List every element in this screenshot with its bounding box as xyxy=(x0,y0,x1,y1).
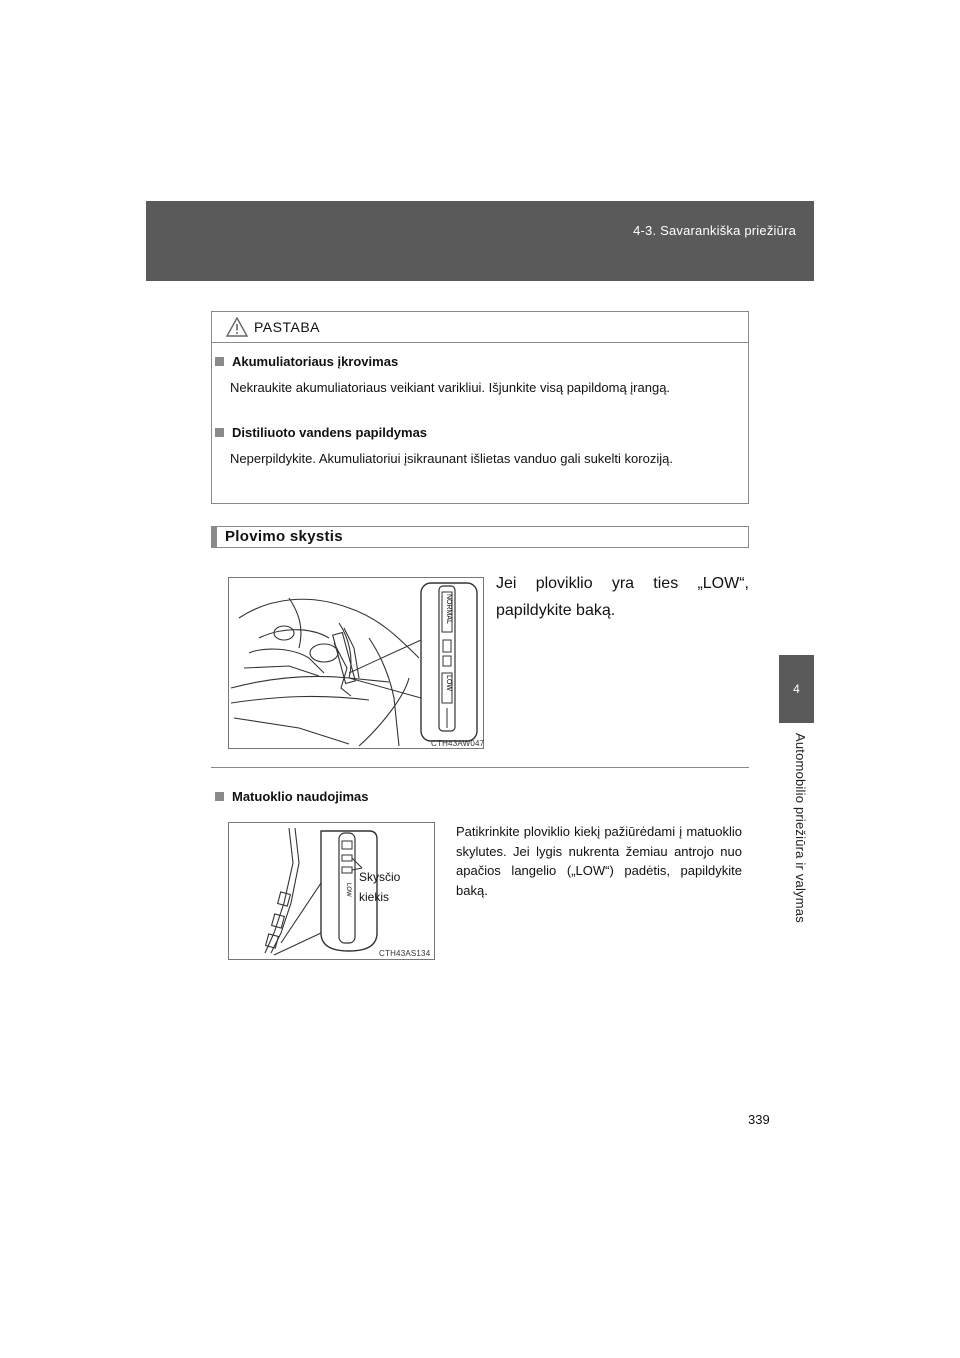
section-heading: Plovimo skystis xyxy=(211,526,749,548)
notice-title: PASTABA xyxy=(254,319,321,335)
section-text: Jei ploviklio yra ties „LOW“, papildykite baką. xyxy=(496,575,749,619)
bullet-square-icon xyxy=(215,792,224,801)
dipstick-label-normal: NORMAL xyxy=(445,594,452,624)
bullet-square-icon xyxy=(215,357,224,366)
dipstick-label-low: LOW xyxy=(445,675,452,691)
notice-item-heading: Akumuliatoriaus įkrovimas xyxy=(215,354,398,369)
notice-item-text: Nekraukite akumuliatoriaus veikiant varikliui. Išjunkite visą papildomą įrangą. xyxy=(230,380,671,395)
gauge-figure xyxy=(228,822,435,960)
page-number: 339 xyxy=(748,1112,770,1127)
chapter-title: Automobilio priežiūra ir valymas xyxy=(793,733,808,923)
notice-box xyxy=(211,311,749,504)
divider xyxy=(211,767,749,768)
washer-reservoir-figure xyxy=(228,577,484,749)
warning-icon xyxy=(226,317,248,337)
sub-text: Patikrinkite ploviklio kiekį pažiūrėdami į matuoklio skylutes. Jei lygis nukrenta žemiau antrojo nuo apačios langelio („LOW“) padėtis, papildykite baką. xyxy=(456,824,742,898)
callout-line2: kiekis xyxy=(359,890,390,904)
figure-code: CTH43AS134 xyxy=(379,949,431,958)
gauge-illustration xyxy=(229,823,434,959)
sub-heading: Matuoklio naudojimas xyxy=(215,789,369,804)
notice-header xyxy=(212,312,748,343)
bullet-square-icon xyxy=(215,428,224,437)
callout-line1: Skysčio xyxy=(359,870,401,884)
gauge-label-low: LOW xyxy=(345,883,351,897)
chapter-tab[interactable]: 4 xyxy=(779,655,814,723)
notice-item-text: Neperpildykite. Akumuliatoriui įsikraunant išlietas vanduo gali sukelti koroziją. xyxy=(230,451,673,466)
header-band xyxy=(146,201,814,281)
section-title: 4-3. Savarankiška priežiūra xyxy=(633,223,796,238)
figure-code: CTH43AW047 xyxy=(431,739,485,748)
notice-item-heading: Distiliuoto vandens papildymas xyxy=(215,425,427,440)
engine-bay-illustration xyxy=(229,578,483,748)
